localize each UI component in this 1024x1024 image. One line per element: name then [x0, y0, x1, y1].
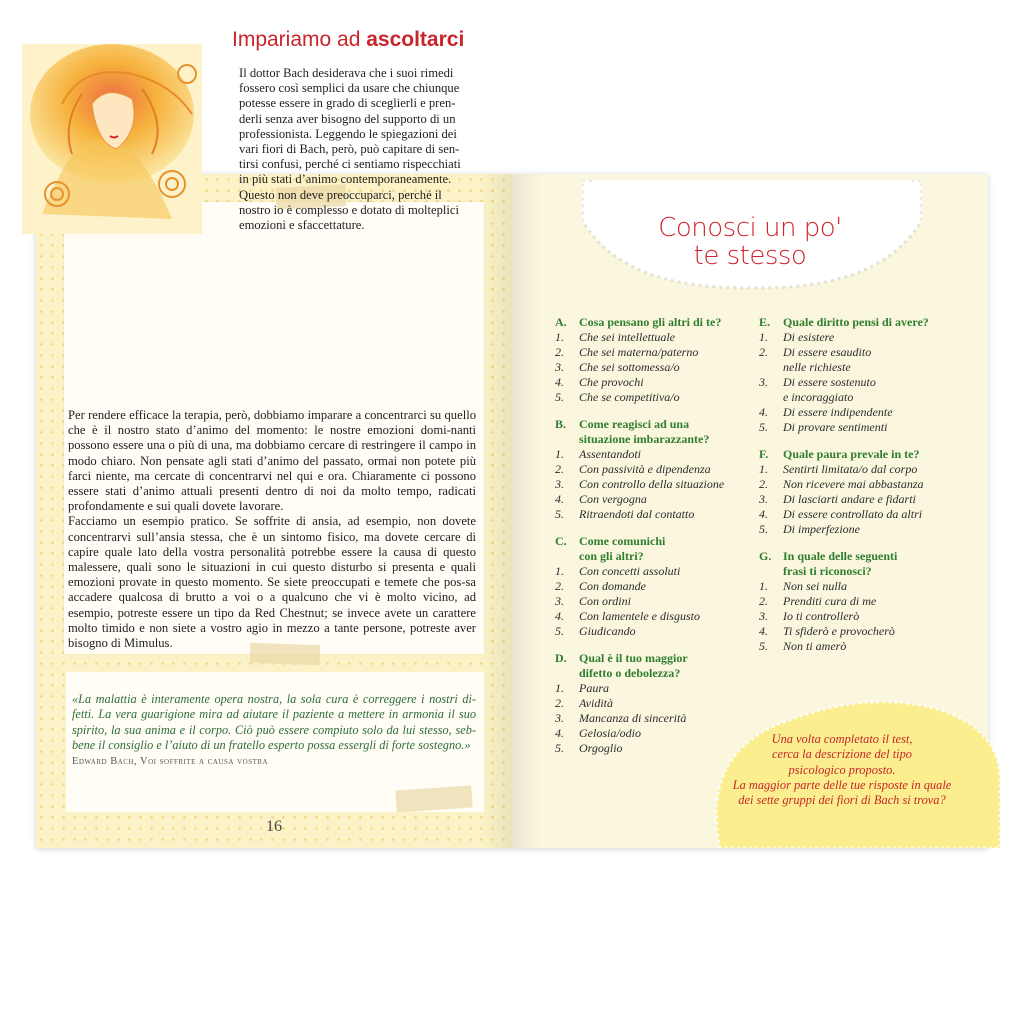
question-letter: B.	[555, 417, 567, 431]
note-line: dei sette gruppi dei fiori di Bach si trova?	[738, 793, 946, 808]
answer-option	[555, 507, 755, 522]
intro-line: professionista. Leggendo le spiegazioni dei	[239, 126, 457, 141]
option-text: Di essere indipendente	[783, 405, 893, 419]
option-text: Di essere controllato da altri	[783, 507, 923, 521]
option-number: 5.	[759, 639, 768, 653]
answer-option	[555, 360, 755, 375]
answer-option	[555, 390, 755, 405]
option-number: 2.	[555, 696, 564, 710]
option-number: 1.	[555, 564, 564, 578]
option-number: 5.	[555, 390, 564, 404]
quote-author: Edward Bach, Voi soffrite a causa vostra	[72, 756, 269, 767]
question-text: con gli altri?	[579, 549, 644, 563]
option-text: Di esistere	[783, 330, 835, 344]
answer-option	[759, 345, 969, 360]
question-text: situazione imbarazzante?	[579, 432, 710, 446]
answer-option	[759, 507, 969, 522]
answer-option	[555, 375, 755, 390]
question-text: Come reagisci ad una	[579, 417, 690, 431]
option-text: Che sei intellettuale	[579, 330, 675, 344]
article-body	[68, 408, 476, 651]
option-text: Paura	[579, 681, 609, 695]
page-number: 16	[266, 818, 282, 835]
option-number: 1.	[759, 330, 768, 344]
article-title: Impariamo ad ascoltarci	[232, 28, 465, 51]
question-a	[555, 315, 755, 330]
answer-option	[555, 447, 755, 462]
intro-text	[239, 66, 477, 233]
option-text: Assentandoti	[579, 447, 641, 461]
question-b	[555, 432, 755, 447]
option-number	[759, 360, 783, 375]
option-number: 4.	[759, 624, 768, 638]
answer-option	[759, 390, 969, 405]
intro-line: in più stati d’animo contemporaneamente.	[239, 172, 452, 187]
option-number: 2.	[759, 345, 768, 359]
question-text: Quale paura prevale in te?	[783, 447, 920, 461]
answer-option	[759, 330, 969, 345]
option-number: 2.	[555, 345, 564, 359]
option-text: Che provochi	[579, 375, 644, 389]
option-text: Ritraendoti dal contatto	[579, 507, 695, 521]
option-text: Con controllo della situazione	[579, 477, 725, 491]
question-text: Cosa pensano gli altri di te?	[579, 315, 722, 329]
answer-option	[555, 579, 755, 594]
intro-line: fossero così semplici da usare che chiunque	[239, 81, 460, 96]
answer-option	[759, 405, 969, 420]
question-c	[555, 549, 755, 564]
woman-illustration	[22, 44, 202, 234]
option-number: 1.	[759, 579, 768, 593]
paragraph-2: Facciamo un esempio pratico. Se soffrite di ansia, ad esempio, non dovete concentrarvi sull’ansia stessa, che è un sintomo fisico, ma dovete cercare di capire quale lato della vostra personalità potrebbe essere la causa di questo malessere, quali sono le situazioni in cui questo disturbo si presenta e quali emozioni provate in questo momento. Se siete preoccupati e temete che pos-sa accadere qualcosa di brutto a voi o a qualcuno che vi è molto vicino, ad esempio, potreste essere un tipo da Red Chestnut; se invece avete un carattere molto timido e non siete a vostro agio in mezzo a tante persone, potreste aver bisogno di Mimulus.	[68, 514, 476, 651]
option-number: 2.	[555, 579, 564, 593]
option-number: 4.	[759, 507, 768, 521]
option-text: Avidità	[579, 696, 613, 710]
option-number: 5.	[555, 507, 564, 521]
option-number: 4.	[555, 375, 564, 389]
option-number: 1.	[555, 330, 564, 344]
option-number: 4.	[555, 492, 564, 506]
answer-option	[555, 624, 755, 639]
intro-line: Questo non deve preoccuparci, perché il	[239, 187, 442, 202]
answer-option	[759, 420, 969, 435]
answer-option	[759, 579, 969, 594]
paragraph-1: Per rendere efficace la terapia, però, dobbiamo imparare a concentrarci su quello che è il nostro stato d’animo del momento: le nostre emozioni domi-nanti possono essere una o più di una, ma dobbiamo cercare di restringere il campo in modo chiaro. Non pensate agli stati d’animo del passato, ormai non potete più farci niente, ma cercate di concentrarvi nel qui e ora. Chiaramente ci possono essere stati d’animo attuali presenti dentro di noi da molto tempo, radicati profondamente e sui quali dovete lavorare.	[68, 408, 476, 514]
option-text: Con concetti assoluti	[579, 564, 681, 578]
question-c	[555, 534, 755, 549]
answer-option	[759, 360, 969, 375]
option-number: 1.	[555, 681, 564, 695]
option-number: 3.	[555, 360, 564, 374]
answer-option	[759, 639, 969, 654]
page-gutter	[482, 174, 542, 848]
answer-option	[555, 492, 755, 507]
answer-option	[759, 594, 969, 609]
option-text: Che sei sottomessa/o	[579, 360, 680, 374]
option-number: 5.	[759, 420, 768, 434]
option-number: 2.	[759, 477, 768, 491]
option-text: Non sei nulla	[783, 579, 848, 593]
question-letter: C.	[555, 534, 567, 548]
question-text: In quale delle seguenti	[783, 549, 898, 563]
option-text: Di imperfezione	[783, 522, 860, 536]
option-text: Con domande	[579, 579, 646, 593]
question-d	[555, 651, 755, 666]
option-number: 3.	[555, 594, 564, 608]
intro-line: Il dottor Bach desiderava che i suoi rimedi	[239, 66, 454, 80]
question-g	[759, 564, 969, 579]
note-line: cerca la descrizione del tipo	[772, 747, 912, 762]
option-number: 3.	[759, 492, 768, 506]
note-line: Una volta completato il test,	[771, 732, 913, 746]
intro-line: vari fiori di Bach, però, può capitare di sen-	[239, 142, 460, 157]
option-number: 5.	[555, 741, 564, 755]
intro-line: tirsi confusi, perché ci sentiamo rispecchiati	[239, 157, 461, 172]
note-line: psicologico proposto.	[788, 762, 896, 777]
question-letter: G.	[759, 549, 772, 563]
right-page-title	[630, 214, 870, 270]
question-d	[555, 666, 755, 681]
question-letter: A.	[555, 315, 567, 329]
option-number: 5.	[555, 624, 564, 638]
option-text: Con lamentele e disgusto	[579, 609, 700, 623]
option-text: Non ricevere mai abbastanza	[783, 477, 924, 491]
option-text: Con vergogna	[579, 492, 647, 506]
question-text: Come comunichi	[579, 534, 666, 548]
option-text: Con passività e dipendenza	[579, 462, 711, 476]
question-text: Qual è il tuo maggior	[579, 651, 688, 665]
question-letter: E.	[759, 315, 771, 329]
question-letter	[555, 432, 579, 447]
option-text: nelle richieste	[783, 360, 851, 374]
answer-option	[759, 462, 969, 477]
answer-option	[759, 477, 969, 492]
questions-column-2	[759, 315, 969, 654]
question-letter: F.	[759, 447, 769, 461]
option-text: e incoraggiato	[783, 390, 854, 404]
option-text: Mancanza di sincerità	[579, 711, 687, 725]
option-number: 2.	[555, 462, 564, 476]
option-text: Di provare sentimenti	[783, 420, 888, 434]
option-text: Io ti controllerò	[783, 609, 860, 623]
option-text: Sentirti limitata/o dal corpo	[783, 462, 918, 476]
option-number: 3.	[759, 609, 768, 623]
final-note	[716, 732, 968, 808]
option-number	[759, 390, 783, 405]
option-text: Non ti amerò	[783, 639, 847, 653]
option-text: Che se competitiva/o	[579, 390, 680, 404]
answer-option	[759, 609, 969, 624]
question-letter: D.	[555, 651, 567, 665]
answer-option	[759, 375, 969, 390]
option-text: Con ordini	[579, 594, 631, 608]
option-number: 4.	[555, 726, 564, 740]
answer-option	[555, 609, 755, 624]
intro-line: potesse essere in grado di sceglierli e pren-	[239, 96, 456, 111]
question-e	[759, 315, 969, 330]
option-number: 3.	[555, 477, 564, 491]
option-text: Giudicando	[579, 624, 636, 638]
option-number: 1.	[555, 447, 564, 461]
option-text: Che sei materna/paterno	[579, 345, 699, 359]
answer-option	[555, 477, 755, 492]
answer-option	[555, 330, 755, 345]
title-line-2: te stesso	[693, 241, 807, 271]
option-text: Di lasciarti andare e fidarti	[783, 492, 916, 506]
answer-option	[555, 594, 755, 609]
option-number: 2.	[759, 594, 768, 608]
option-text: Di essere esaudito	[783, 345, 872, 359]
bach-quote: «La malattia è interamente opera nostra, la sola cura è correggere i nostri di-fetti. La vera guarigione mira ad aiutare il paziente a mettere in armonia il suo spirito, la sua anima e il corpo. Ciò può essere compiuto solo da lui stesso, seb-bene il consiglio e l’aiuto di un fratello esperto possa essergli di forte sostegno.»	[72, 692, 476, 752]
question-g	[759, 549, 969, 564]
intro-line: emozioni e sfaccettature.	[239, 218, 365, 233]
question-text: Quale diritto pensi di avere?	[783, 315, 929, 329]
intro-line: nostro io è complesso e dotato di molteplici	[239, 202, 460, 217]
option-number: 4.	[759, 405, 768, 419]
answer-option	[759, 492, 969, 507]
question-text: frasi ti riconosci?	[783, 564, 872, 578]
question-letter	[759, 564, 783, 579]
question-letter	[555, 666, 579, 681]
option-number: 3.	[555, 711, 564, 725]
option-number: 5.	[759, 522, 768, 536]
answer-option	[759, 522, 969, 537]
option-text: Prenditi cura di me	[783, 594, 877, 608]
question-b	[555, 417, 755, 432]
option-number: 1.	[759, 462, 768, 476]
option-text: Gelosia/odio	[579, 726, 641, 740]
option-text: Ti sfiderò e provocherò	[783, 624, 895, 638]
option-text: Di essere sostenuto	[783, 375, 876, 389]
question-f	[759, 447, 969, 462]
answer-option	[555, 564, 755, 579]
option-text: Orgoglio	[579, 741, 623, 755]
question-letter	[555, 549, 579, 564]
note-line: La maggior parte delle tue risposte in quale	[732, 777, 952, 792]
intro-line: derli senza aver bisogno del supporto di un	[239, 111, 456, 126]
answer-option	[555, 462, 755, 477]
answer-option	[555, 345, 755, 360]
answer-option	[759, 624, 969, 639]
title-line-1: Conosci un po'	[658, 213, 842, 243]
option-number: 3.	[759, 375, 768, 389]
option-number: 4.	[555, 609, 564, 623]
question-text: difetto o debolezza?	[579, 666, 681, 680]
